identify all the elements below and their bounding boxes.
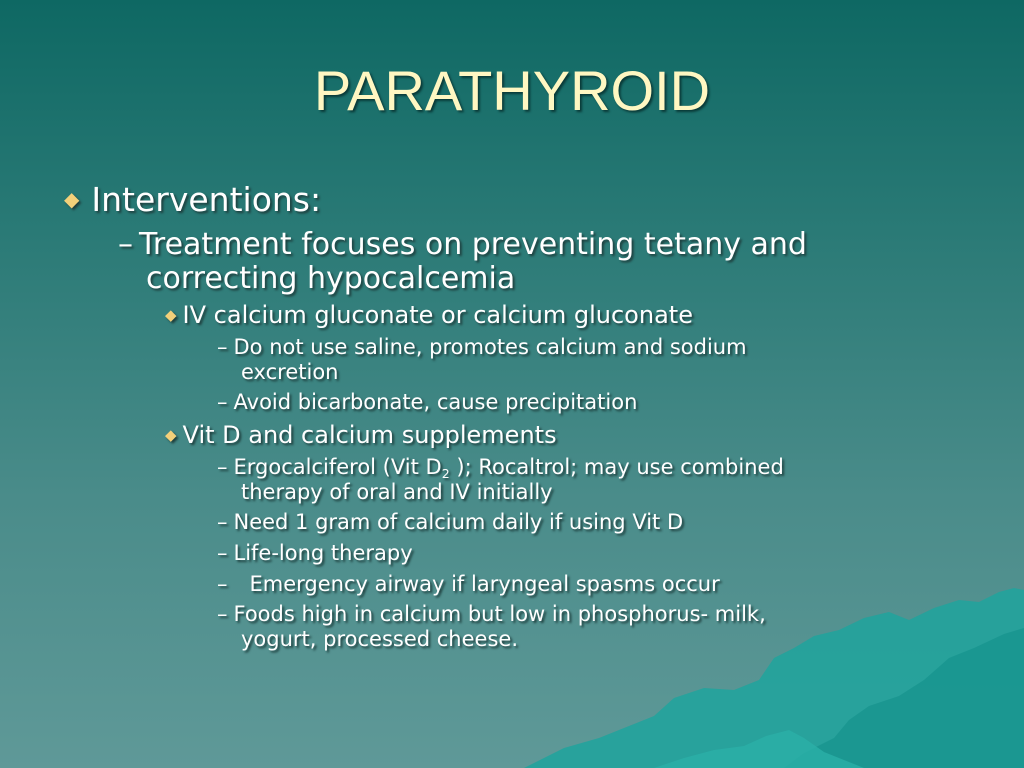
treatment-text-1: Treatment focuses on preventing tetany and: [139, 227, 807, 262]
treatment-line-2: correcting hypocalcemia: [146, 261, 516, 296]
gram-text: Need 1 gram of calcium daily if using Vit D: [233, 510, 684, 534]
foods-text-1: Foods high in calcium but low in phosphorus- milk,: [233, 602, 766, 626]
airway-line: [217, 572, 720, 597]
dash-bullet: –: [217, 510, 228, 534]
diamond-bullet-icon: ◆: [165, 306, 177, 324]
ergocalciferol-text-pre: Ergocalciferol (Vit D: [233, 455, 442, 479]
bullet-vit-d: [165, 421, 557, 449]
lifelong-text: Life-long therapy: [233, 541, 413, 565]
dash-bullet: –: [217, 602, 228, 626]
dash-bullet: –: [217, 455, 228, 479]
saline-line-2: excretion: [241, 360, 339, 384]
airway-text: Emergency airway if laryngeal spasms occur: [249, 572, 720, 596]
dash-bullet: –: [118, 227, 133, 262]
saline-text-1: Do not use saline, promotes calcium and sodium: [233, 335, 747, 359]
vit-d-text: Vit D and calcium supplements: [182, 421, 557, 449]
dash-bullet: –: [217, 335, 228, 359]
dash-bullet: –: [217, 390, 228, 414]
bullet-interventions: [64, 180, 321, 219]
bullet-iv-calcium: [165, 301, 693, 329]
ergocalciferol-line-2: therapy of oral and IV initially: [241, 480, 553, 504]
slide-title: PARATHYROID: [313, 59, 711, 122]
diamond-bullet-icon: ◆: [64, 187, 80, 211]
dash-bullet: –: [217, 572, 228, 596]
bicarbonate-line: [217, 390, 637, 415]
gram-line: [217, 510, 683, 535]
diamond-bullet-icon: ◆: [165, 426, 177, 444]
iv-calcium-text: IV calcium gluconate or calcium gluconate: [182, 301, 693, 329]
lifelong-line: [217, 541, 413, 566]
foods-line-1: [217, 602, 766, 627]
interventions-text: Interventions:: [91, 180, 322, 219]
foods-line-2: yogurt, processed cheese.: [241, 627, 518, 651]
treatment-line-1: [118, 228, 807, 262]
subscript-2: 2: [441, 466, 450, 481]
bicarbonate-text: Avoid bicarbonate, cause precipitation: [233, 390, 638, 414]
saline-line-1: [217, 335, 747, 360]
ergocalciferol-text-post: ); Rocaltrol; may use combined: [449, 455, 784, 479]
dash-bullet: –: [217, 541, 228, 565]
